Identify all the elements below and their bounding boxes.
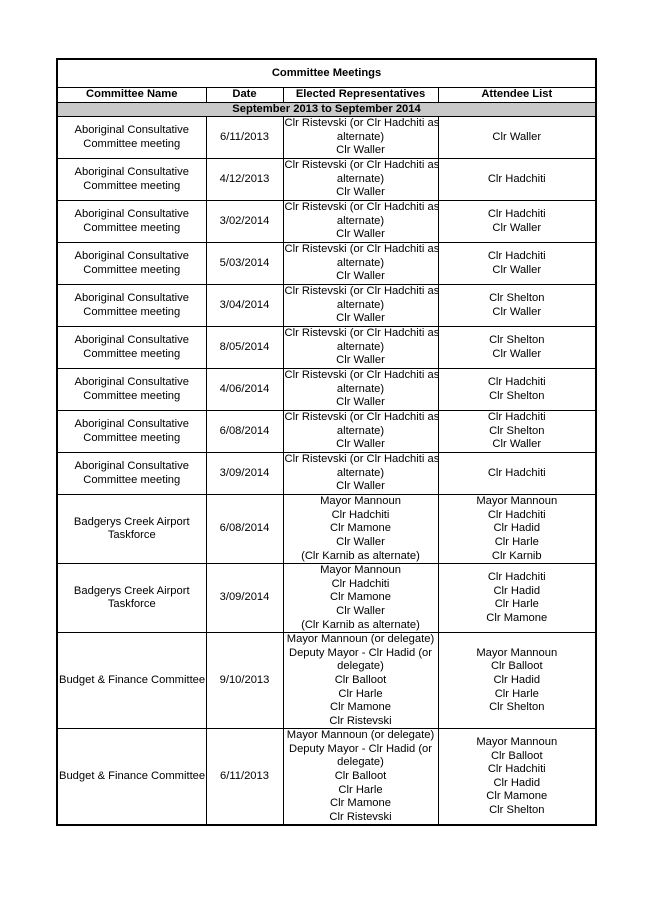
committee-name-cell-line: Committee meeting	[83, 389, 181, 402]
attendee-list-cell-line: Clr Hadchiti	[487, 376, 546, 389]
elected-representatives-cell-line: alternate)	[336, 466, 385, 479]
attendee-list-cell	[438, 201, 596, 243]
elected-representatives-cell-line: Clr Mamone	[330, 797, 391, 810]
committee-name-cell	[57, 633, 206, 729]
elected-representatives-cell-line: Clr Ristevski (or Clr Hadchiti as	[284, 453, 440, 466]
elected-representatives-cell	[283, 285, 438, 327]
page-title: Committee Meetings	[57, 59, 596, 88]
committee-name-cell-line: Committee meeting	[83, 473, 181, 486]
committee-name-cell-line: Badgerys Creek Airport	[73, 584, 190, 597]
elected-representatives-cell-line: alternate)	[336, 172, 385, 185]
committee-name-cell	[57, 729, 206, 826]
title-row	[57, 59, 596, 88]
elected-representatives-cell-line: Clr Waller	[336, 144, 385, 157]
committee-name-cell	[57, 201, 206, 243]
attendee-list-cell-line: Clr Waller	[492, 263, 542, 276]
committee-name-cell-line: Budget & Finance Committee	[59, 770, 206, 783]
meeting-date-cell: 4/06/2014	[206, 369, 283, 411]
attendee-list-cell-line: Clr Harle	[494, 535, 539, 548]
meeting-date-cell: 6/08/2014	[206, 411, 283, 453]
elected-representatives-cell-line: Mayor Mannoun	[320, 564, 401, 577]
meeting-date-cell: 6/11/2013	[206, 117, 283, 159]
committee-name-cell	[57, 369, 206, 411]
elected-representatives-cell-line: Clr Ristevski	[329, 714, 392, 727]
committee-name-cell-line: Taskforce	[107, 598, 156, 611]
attendee-list-cell-line: Clr Shelton	[489, 701, 545, 714]
attendee-list-cell-line: Clr Harle	[494, 687, 539, 700]
column-header-attendee-list: Attendee List	[438, 88, 596, 103]
committee-name-cell	[57, 243, 206, 285]
elected-representatives-cell-line: Clr Harle	[338, 687, 383, 700]
attendee-list-cell-line: Clr Mamone	[486, 611, 548, 624]
elected-representatives-cell-line: Clr Waller	[336, 312, 385, 325]
elected-representatives-cell-line: Clr Mamone	[330, 591, 391, 604]
elected-representatives-cell-line: Clr Ristevski (or Clr Hadchiti as	[284, 285, 440, 298]
attendee-list-cell-line: Mayor Mannoun	[476, 495, 558, 508]
meeting-date-cell: 3/09/2014	[206, 564, 283, 633]
committee-name-cell-line: Committee meeting	[83, 179, 181, 192]
elected-representatives-cell-line: Clr Balloot	[334, 673, 387, 686]
committee-name-cell-line: Committee meeting	[83, 305, 181, 318]
attendee-list-cell-line: Clr Waller	[492, 438, 542, 451]
elected-representatives-cell	[283, 729, 438, 826]
elected-representatives-cell	[283, 633, 438, 729]
attendee-list-cell	[438, 327, 596, 369]
elected-representatives-cell-line: delegate)	[337, 756, 384, 769]
attendee-list-cell-line: Clr Hadchiti	[487, 763, 546, 776]
elected-representatives-cell-line: alternate)	[336, 130, 385, 143]
elected-representatives-cell-line: Deputy Mayor - Clr Hadid (or	[289, 742, 432, 755]
elected-representatives-cell-line: Clr Waller	[336, 270, 385, 283]
elected-representatives-cell-line: Clr Hadchiti	[331, 508, 390, 521]
attendee-list-cell-line: Clr Shelton	[489, 292, 545, 305]
elected-representatives-cell-line: Clr Ristevski (or Clr Hadchiti as	[284, 411, 440, 424]
elected-representatives-cell	[283, 117, 438, 159]
elected-representatives-cell	[283, 495, 438, 564]
attendee-list-cell-line: Clr Balloot	[490, 749, 543, 762]
elected-representatives-cell-line: Clr Ristevski (or Clr Hadchiti as	[284, 327, 440, 340]
table-row	[57, 411, 596, 453]
attendee-list-cell	[438, 633, 596, 729]
elected-representatives-cell-line: alternate)	[336, 340, 385, 353]
committee-name-cell	[57, 327, 206, 369]
attendee-list-cell	[438, 159, 596, 201]
attendee-list-cell-line: Clr Hadid	[493, 776, 541, 789]
attendee-list-cell-line: Clr Hadchiti	[487, 466, 546, 479]
elected-representatives-cell	[283, 564, 438, 633]
committee-name-cell-line: Committee meeting	[83, 347, 181, 360]
table-row	[57, 159, 596, 201]
meeting-date-cell: 9/10/2013	[206, 633, 283, 729]
meeting-date-cell: 3/09/2014	[206, 453, 283, 495]
elected-representatives-cell	[283, 453, 438, 495]
elected-representatives-cell-line: Clr Mamone	[330, 522, 391, 535]
committee-name-cell	[57, 495, 206, 564]
committee-meetings-sheet	[56, 58, 595, 826]
committee-name-cell-line: Aboriginal Consultative	[74, 376, 189, 389]
elected-representatives-cell-line: Clr Ristevski (or Clr Hadchiti as	[284, 369, 440, 382]
elected-representatives-cell-line: delegate)	[337, 660, 384, 673]
attendee-list-cell-line: Clr Mamone	[486, 790, 548, 803]
committee-name-cell	[57, 453, 206, 495]
attendee-list-cell	[438, 117, 596, 159]
committee-name-cell-line: Taskforce	[107, 529, 156, 542]
table-row	[57, 495, 596, 564]
elected-representatives-cell-line: Clr Ristevski (or Clr Hadchiti as	[284, 201, 440, 214]
attendee-list-cell-line: Clr Hadid	[493, 522, 541, 535]
table-row	[57, 327, 596, 369]
elected-representatives-cell-line: Mayor Mannoun (or delegate)	[286, 729, 435, 742]
committee-name-cell-line: Committee meeting	[83, 137, 181, 150]
elected-representatives-cell-line: alternate)	[336, 382, 385, 395]
attendee-list-cell-line: Clr Waller	[492, 221, 542, 234]
elected-representatives-cell-line: Clr Waller	[336, 396, 385, 409]
table-row	[57, 117, 596, 159]
committee-name-cell	[57, 117, 206, 159]
table-row	[57, 201, 596, 243]
attendee-list-cell-line: Clr Shelton	[489, 424, 545, 437]
attendee-list-cell-line: Clr Hadid	[493, 584, 541, 597]
committee-name-cell-line: Badgerys Creek Airport	[73, 515, 190, 528]
elected-representatives-cell	[283, 369, 438, 411]
attendee-list-cell-line: Clr Shelton	[489, 389, 545, 402]
attendee-list-cell	[438, 285, 596, 327]
attendee-list-cell	[438, 453, 596, 495]
elected-representatives-cell	[283, 327, 438, 369]
attendee-list-cell	[438, 411, 596, 453]
committee-name-cell-line: Aboriginal Consultative	[74, 250, 189, 263]
elected-representatives-cell-line: Clr Ristevski (or Clr Hadchiti as	[284, 117, 440, 130]
attendee-list-cell	[438, 243, 596, 285]
elected-representatives-cell-line: Clr Hadchiti	[331, 577, 390, 590]
attendee-list-cell	[438, 495, 596, 564]
attendee-list-cell-line: Mayor Mannoun	[476, 646, 558, 659]
elected-representatives-cell-line: Mayor Mannoun (or delegate)	[286, 633, 435, 646]
elected-representatives-cell-line: alternate)	[336, 214, 385, 227]
attendee-list-cell-line: Clr Hadid	[493, 673, 541, 686]
elected-representatives-cell-line: Clr Ristevski	[329, 810, 392, 823]
committee-name-cell-line: Committee meeting	[83, 263, 181, 276]
attendee-list-cell-line: Clr Balloot	[490, 660, 543, 673]
column-header-elected-representatives: Elected Representatives	[283, 88, 438, 103]
committee-name-cell	[57, 159, 206, 201]
attendee-list-cell-line: Clr Hadchiti	[487, 508, 546, 521]
meeting-rows	[57, 117, 596, 826]
table-row	[57, 285, 596, 327]
elected-representatives-cell	[283, 159, 438, 201]
column-header-committee-name: Committee Name	[57, 88, 206, 103]
committee-name-cell-line: Aboriginal Consultative	[74, 460, 189, 473]
meeting-date-cell: 6/08/2014	[206, 495, 283, 564]
elected-representatives-cell-line: Deputy Mayor - Clr Hadid (or	[289, 646, 432, 659]
period-row	[57, 102, 596, 117]
attendee-list-cell-line: Clr Waller	[492, 347, 542, 360]
elected-representatives-cell-line: Clr Waller	[336, 480, 385, 493]
elected-representatives-cell-line: alternate)	[336, 298, 385, 311]
meeting-date-cell: 3/04/2014	[206, 285, 283, 327]
table-row	[57, 243, 596, 285]
attendee-list-cell-line: Clr Shelton	[489, 334, 545, 347]
meeting-date-cell: 4/12/2013	[206, 159, 283, 201]
attendee-list-cell	[438, 564, 596, 633]
elected-representatives-cell-line: Clr Waller	[336, 535, 385, 548]
committee-name-cell-line: Aboriginal Consultative	[74, 124, 189, 137]
column-header-date: Date	[206, 88, 283, 103]
table-row	[57, 564, 596, 633]
meeting-date-cell: 6/11/2013	[206, 729, 283, 826]
elected-representatives-cell-line: Clr Ristevski (or Clr Hadchiti as	[284, 159, 440, 172]
committee-name-cell-line: Budget & Finance Committee	[59, 673, 206, 686]
attendee-list-cell-line: Mayor Mannoun	[476, 736, 558, 749]
attendee-list-cell	[438, 729, 596, 826]
committee-name-cell-line: Aboriginal Consultative	[74, 334, 189, 347]
elected-representatives-cell-line: Mayor Mannoun	[320, 495, 401, 508]
attendee-list-cell-line: Clr Waller	[492, 305, 542, 318]
attendee-list-cell-line: Clr Hadchiti	[487, 172, 546, 185]
committee-name-cell	[57, 564, 206, 633]
attendee-list-cell-line: Clr Hadchiti	[487, 411, 546, 424]
column-header-row	[57, 88, 596, 103]
table-row	[57, 633, 596, 729]
meeting-date-cell: 8/05/2014	[206, 327, 283, 369]
attendee-list-cell	[438, 369, 596, 411]
elected-representatives-cell-line: Clr Waller	[336, 354, 385, 367]
committee-name-cell-line: Committee meeting	[83, 221, 181, 234]
elected-representatives-cell-line: (Clr Karnib as alternate)	[301, 549, 420, 562]
committee-name-cell	[57, 411, 206, 453]
table-row	[57, 453, 596, 495]
meeting-date-cell: 3/02/2014	[206, 201, 283, 243]
attendee-list-cell-line: Clr Hadchiti	[487, 208, 546, 221]
elected-representatives-cell-line: (Clr Karnib as alternate)	[301, 618, 420, 631]
elected-representatives-cell-line: Clr Waller	[336, 228, 385, 241]
elected-representatives-cell	[283, 243, 438, 285]
table-row	[57, 729, 596, 826]
elected-representatives-cell	[283, 411, 438, 453]
committee-name-cell-line: Committee meeting	[83, 431, 181, 444]
attendee-list-cell-line: Clr Hadchiti	[487, 570, 546, 583]
elected-representatives-cell-line: Clr Balloot	[334, 770, 387, 783]
elected-representatives-cell-line: Clr Mamone	[330, 701, 391, 714]
elected-representatives-cell-line: Clr Waller	[336, 604, 385, 617]
committee-name-cell-line: Aboriginal Consultative	[74, 418, 189, 431]
elected-representatives-cell	[283, 201, 438, 243]
committee-name-cell	[57, 285, 206, 327]
elected-representatives-cell-line: Clr Waller	[336, 438, 385, 451]
attendee-list-cell-line: Clr Waller	[492, 130, 542, 143]
elected-representatives-cell-line: Clr Waller	[336, 186, 385, 199]
elected-representatives-cell-line: alternate)	[336, 424, 385, 437]
elected-representatives-cell-line: Clr Ristevski (or Clr Hadchiti as	[284, 243, 440, 256]
attendee-list-cell-line: Clr Harle	[494, 598, 539, 611]
period-label: September 2013 to September 2014	[57, 102, 596, 117]
attendee-list-cell-line: Clr Karnib	[491, 549, 542, 562]
committee-meetings-table	[56, 58, 597, 826]
committee-name-cell-line: Aboriginal Consultative	[74, 292, 189, 305]
elected-representatives-cell-line: alternate)	[336, 256, 385, 269]
table-row	[57, 369, 596, 411]
elected-representatives-cell-line: Clr Harle	[338, 783, 383, 796]
attendee-list-cell-line: Clr Hadchiti	[487, 250, 546, 263]
committee-name-cell-line: Aboriginal Consultative	[74, 208, 189, 221]
meeting-date-cell: 5/03/2014	[206, 243, 283, 285]
attendee-list-cell-line: Clr Shelton	[489, 804, 545, 817]
committee-name-cell-line: Aboriginal Consultative	[74, 166, 189, 179]
